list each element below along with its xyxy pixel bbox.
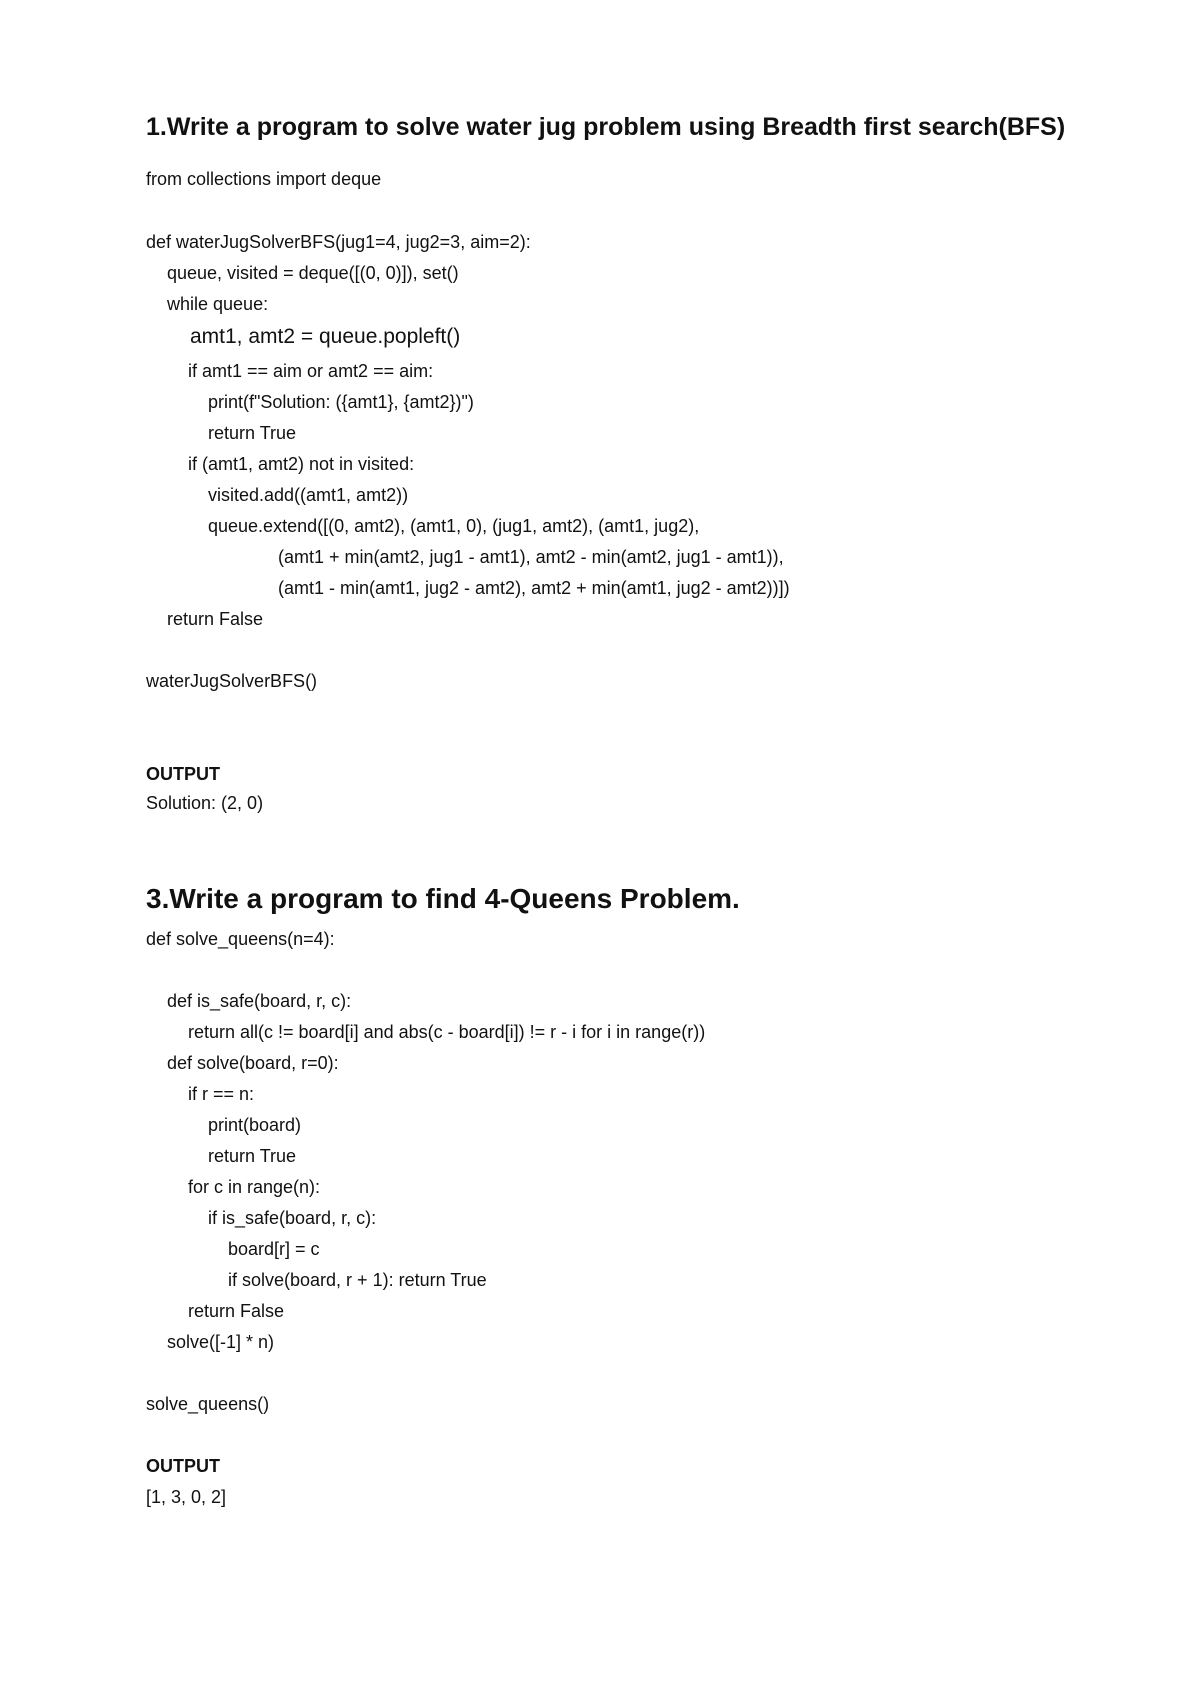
code-line: return all(c != board[i] and abs(c - board[i]) != r - i for i in range(r)) <box>188 1022 706 1042</box>
code-line: (amt1 + min(amt2, jug1 - amt1), amt2 - min(amt2, jug1 - amt1)), <box>278 547 784 567</box>
code-line: return True <box>208 1146 297 1166</box>
code-line: visited.add((amt1, amt2)) <box>208 485 409 505</box>
code-line: queue, visited = deque([(0, 0)]), set() <box>167 263 459 283</box>
output-value: Solution: (2, 0) <box>146 793 264 813</box>
code-line: return True <box>208 423 297 443</box>
code-line: waterJugSolverBFS() <box>146 671 318 691</box>
code-line: amt1, amt2 = queue.popleft() <box>190 325 461 348</box>
code-line: return False <box>188 1301 285 1321</box>
code-line: print(board) <box>208 1115 302 1135</box>
code-line: if (amt1, amt2) not in visited: <box>188 454 415 474</box>
code-line: if solve(board, r + 1): return True <box>228 1270 487 1290</box>
output-label: OUTPUT <box>146 1456 220 1476</box>
code-line: if r == n: <box>188 1084 255 1104</box>
section-2-heading: 3.Write a program to find 4-Queens Problem. <box>146 883 740 914</box>
section-1-heading: 1.Write a program to solve water jug problem using Breadth first search(BFS) <box>146 113 1066 141</box>
code-line: solve_queens() <box>146 1394 270 1414</box>
code-line: solve([-1] * n) <box>167 1332 275 1352</box>
code-line: from collections import deque <box>146 169 382 189</box>
code-line: if is_safe(board, r, c): <box>208 1208 377 1228</box>
code-line: queue.extend([(0, amt2), (amt1, 0), (jug1, amt2), (amt1, jug2), <box>208 516 700 536</box>
code-line: if amt1 == aim or amt2 == aim: <box>188 361 434 381</box>
code-line: def is_safe(board, r, c): <box>167 991 352 1011</box>
code-line: print(f"Solution: ({amt1}, {amt2})") <box>208 392 474 412</box>
code-line: def solve(board, r=0): <box>167 1053 339 1073</box>
code-line: for c in range(n): <box>188 1177 321 1197</box>
code-line: def solve_queens(n=4): <box>146 929 335 949</box>
code-line: (amt1 - min(amt1, jug2 - amt2), amt2 + min(amt1, jug2 - amt2))]) <box>278 578 790 598</box>
code-line: return False <box>167 609 264 629</box>
output-value: [1, 3, 0, 2] <box>146 1487 227 1507</box>
code-line: board[r] = c <box>228 1239 320 1259</box>
code-line: while queue: <box>167 294 269 314</box>
output-label: OUTPUT <box>146 764 220 784</box>
code-line: def waterJugSolverBFS(jug1=4, jug2=3, aim=2): <box>146 232 531 252</box>
